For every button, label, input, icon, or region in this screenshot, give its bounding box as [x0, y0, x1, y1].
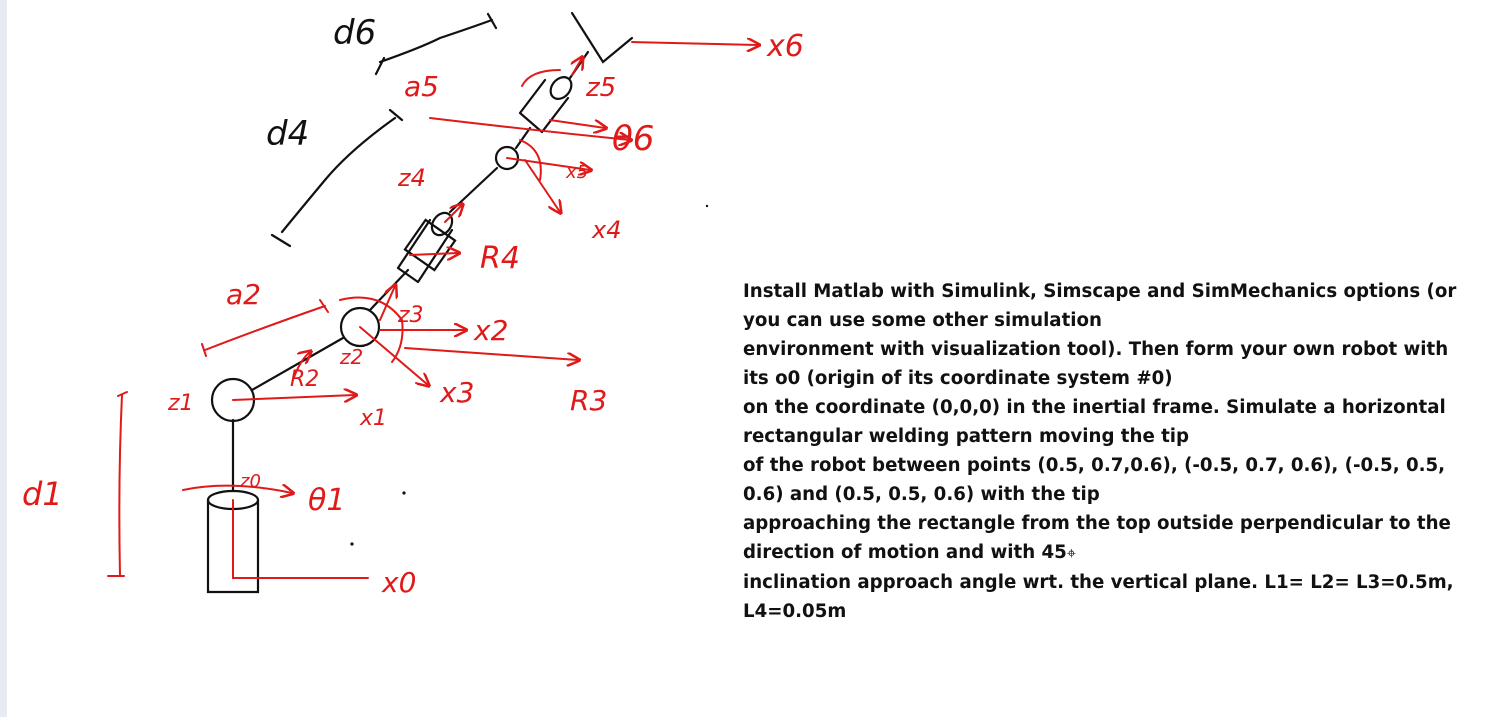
degree-glyph: ⌖	[1066, 543, 1076, 563]
prismatic-joint-3-cap	[428, 209, 457, 239]
label-d1: d1	[22, 475, 63, 513]
label-a5: a5	[404, 70, 439, 103]
label-z0: z0	[240, 471, 261, 492]
instruction-line: inclination approach angle wrt. the vertical plane. L1= L2= L3=0.5m,	[743, 571, 1454, 593]
instruction-line: L4=0.05m	[743, 600, 847, 622]
label-x6: x6	[767, 29, 804, 64]
instruction-line: its o0 (origin of its coordinate system #0)	[743, 368, 1173, 389]
label-x4: x4	[592, 216, 622, 244]
instruction-line: rectangular welding pattern moving the tip	[743, 426, 1190, 447]
instruction-line: on the coordinate (0,0,0) in the inertial frame. Simulate a horizontal	[743, 397, 1446, 418]
instruction-line: approaching the rectangle from the top outside perpendicular to the	[743, 513, 1451, 534]
label-r2: R2	[290, 367, 320, 392]
theta6-arrow	[550, 120, 605, 128]
label-x3: x3	[440, 376, 475, 409]
label-x1: x1	[360, 406, 388, 431]
x4-axis	[525, 160, 560, 212]
label-r4: R4	[480, 241, 520, 276]
stray-dot	[706, 205, 708, 207]
label-z1: z1	[168, 391, 194, 416]
stray-dot	[402, 491, 405, 494]
instruction-line: you can use some other simulation	[743, 310, 1102, 331]
a2-bracket	[202, 300, 328, 356]
z5-axis	[572, 58, 582, 75]
instruction-line-degree	[743, 538, 1443, 568]
end-effector-gripper	[572, 13, 632, 62]
label-d6: d6	[333, 13, 377, 53]
label-z4: z4	[398, 164, 426, 192]
x3-axis	[360, 327, 428, 385]
x0-axis	[233, 500, 368, 578]
label-z2: z2	[340, 345, 364, 369]
label-z3: z3	[398, 303, 424, 328]
label-x0: x0	[382, 566, 417, 599]
r4-arrow	[410, 253, 458, 255]
joint-5-body	[520, 80, 568, 132]
instruction-line: of the robot between points (0.5, 0.7,0.6), (-0.5, 0.7, 0.6), (-0.5, 0.5,	[743, 455, 1446, 476]
label-theta6: θ6	[612, 119, 655, 159]
d1-bracket	[108, 392, 127, 576]
instruction-line: 0.6) and (0.5, 0.5, 0.6) with the tip	[743, 484, 1100, 505]
label-x2: x2	[474, 314, 509, 347]
label-theta1: θ1	[308, 483, 346, 518]
instruction-line: Install Matlab with Simulink, Simscape and SimMechanics options (or	[743, 281, 1457, 302]
label-a2: a2	[226, 278, 261, 311]
assignment-instructions	[743, 277, 1457, 626]
label-z5: z5	[586, 73, 617, 103]
link-4	[450, 168, 497, 212]
label-d4: d4	[266, 114, 310, 154]
instruction-line: environment with visualization tool). Then form your own robot with	[743, 339, 1449, 360]
x6-axis	[632, 42, 758, 45]
label-r3: R3	[570, 384, 608, 417]
r3-arrow	[405, 348, 578, 360]
instruction-line: direction of motion and with 45	[743, 542, 1067, 563]
stray-dot	[350, 542, 353, 545]
d6-dimension	[376, 14, 496, 74]
label-x5: x5	[566, 162, 589, 183]
x1-axis	[233, 395, 355, 400]
